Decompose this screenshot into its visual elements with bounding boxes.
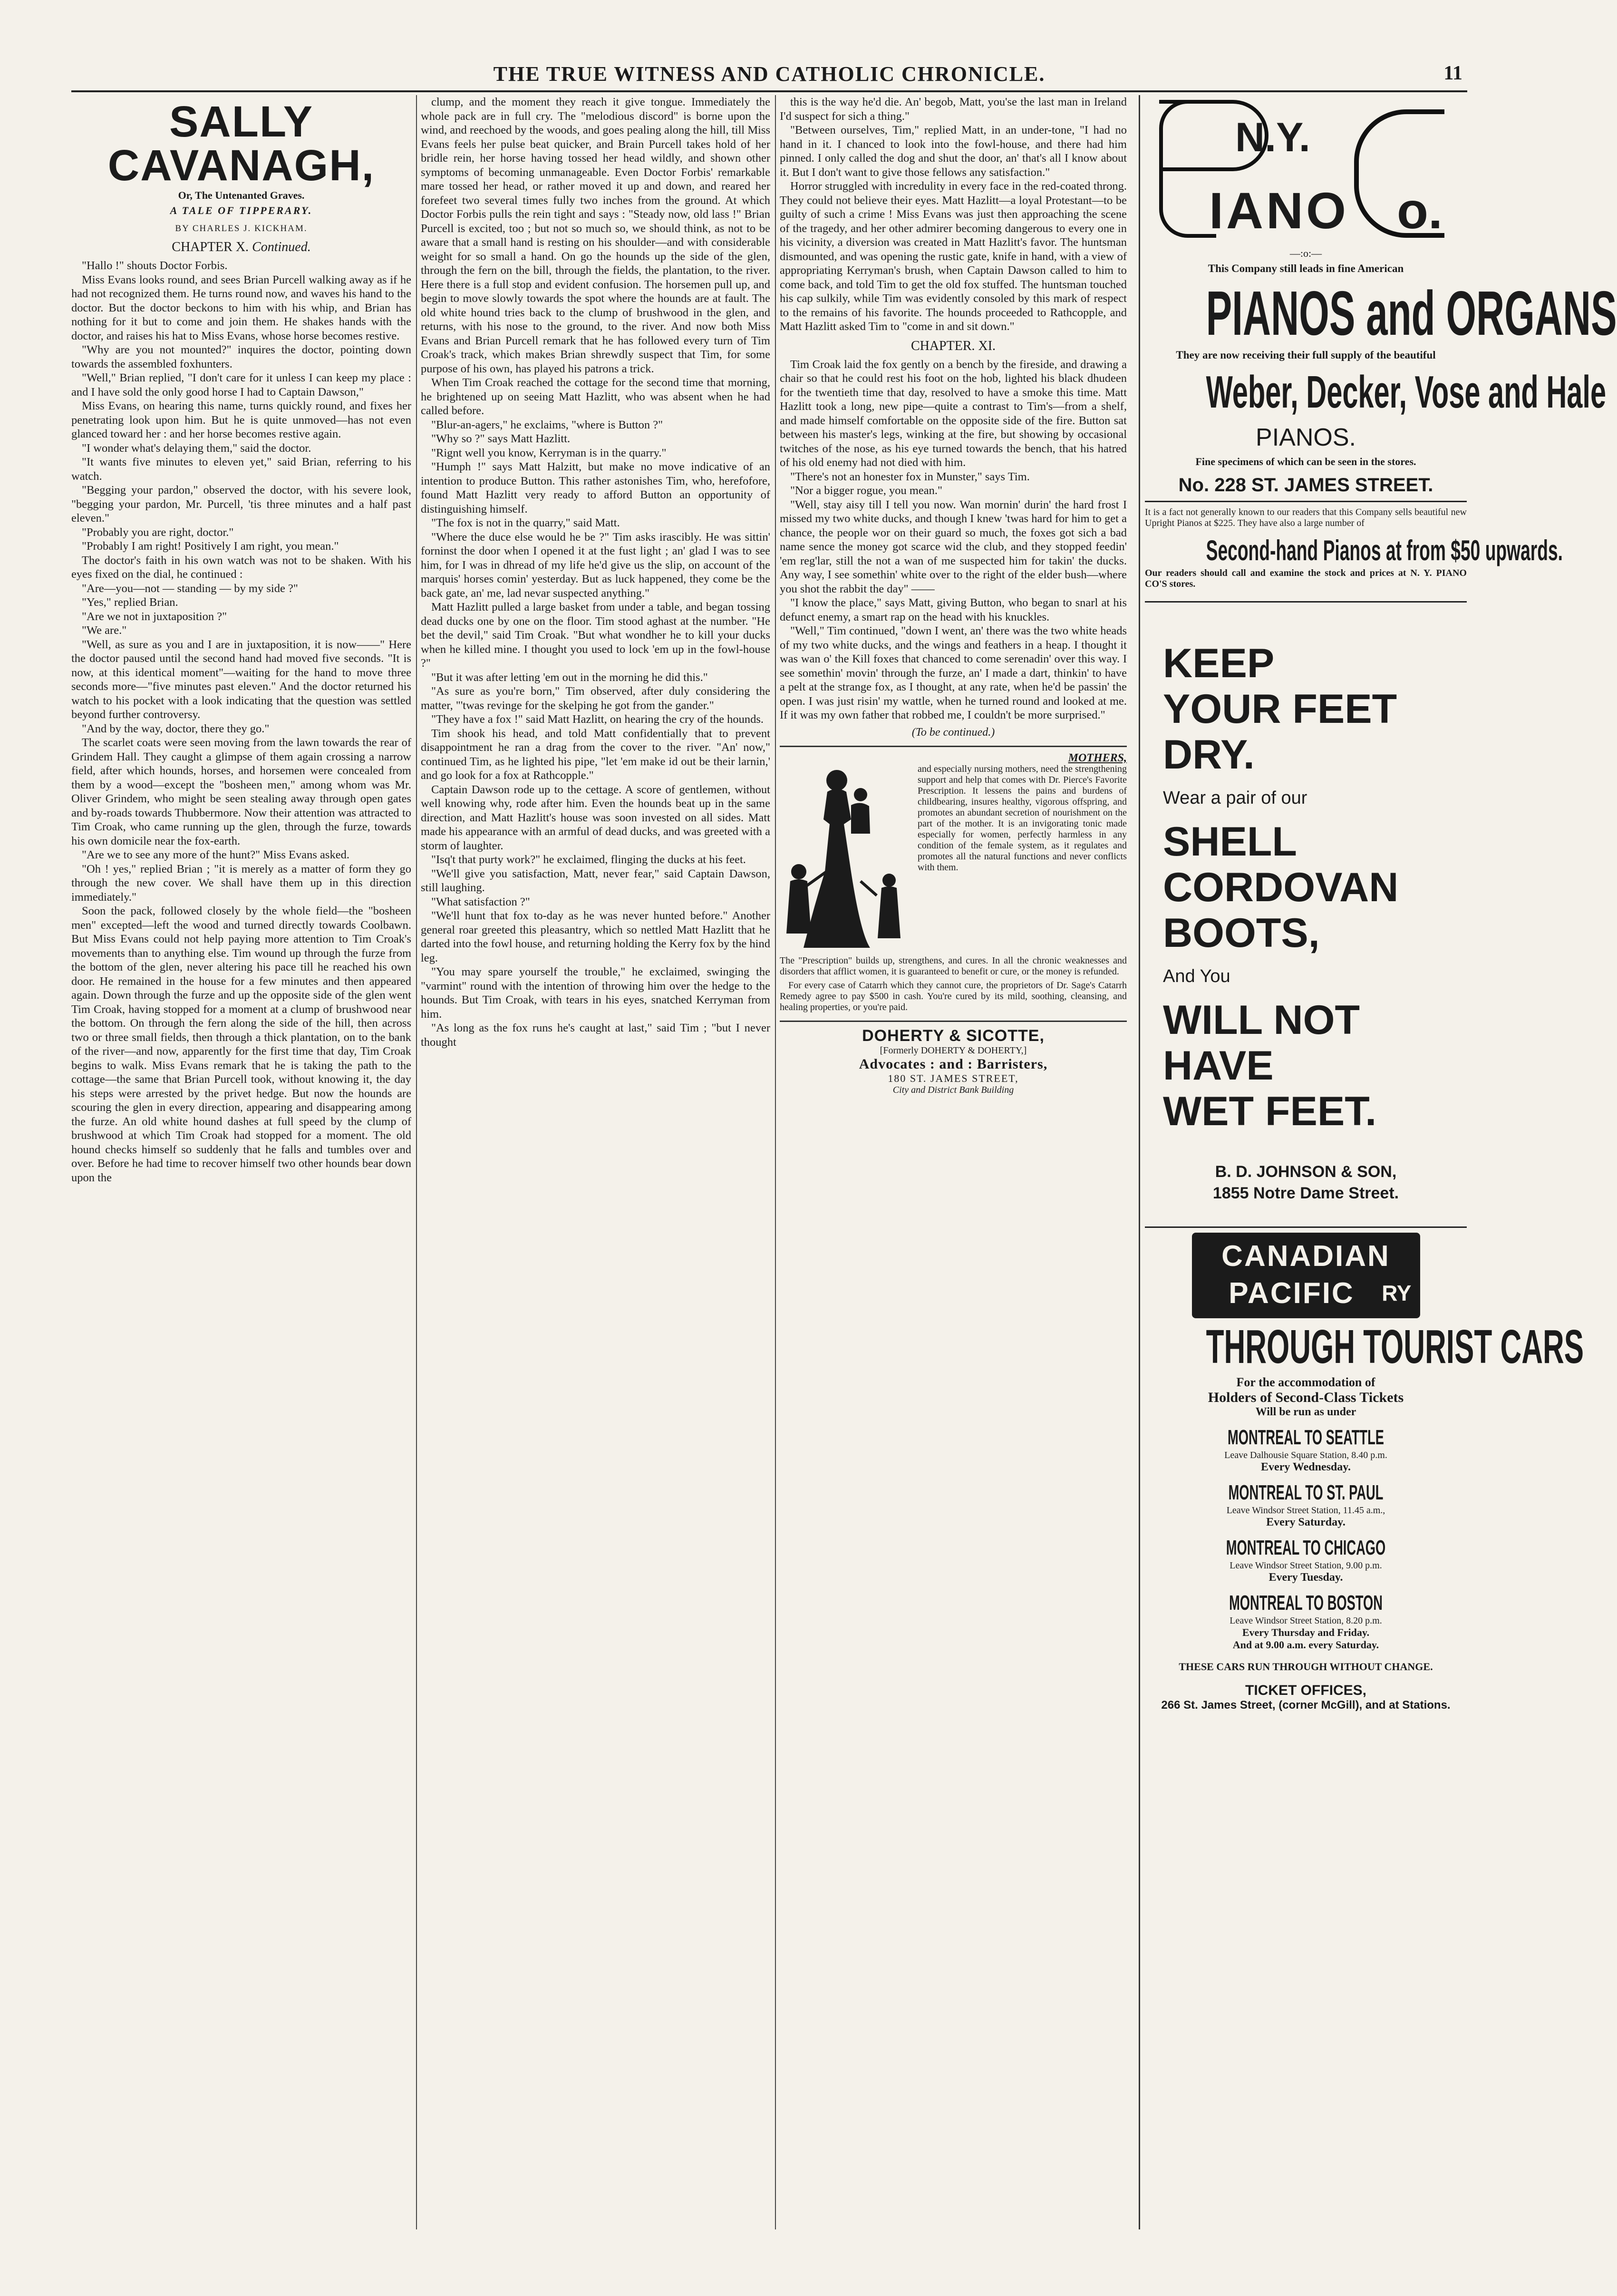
story-paragraph: "Blur-an-agers," he exclaims, "where is Button ?" [431,418,663,431]
canadian-pacific-ad [1145,1233,1584,1712]
route-days: Every Saturday. [1266,1516,1346,1528]
story-paragraph: "But it was after letting 'em out in the morning he did this." [431,671,708,684]
canadian-pacific-logo [1192,1233,1420,1318]
boots-and-you: And You [1163,966,1230,986]
boots-line-8: HAVE [1163,1043,1274,1089]
story-title: SALLY CAVANAGH, [107,97,375,190]
story-paragraph: The scarlet coats were seen moving from the lawn towards the rear of Grindem Hall. They caught a glimpse of them again crossing a narrow field, after which hounds, horses, and horsemen were concealed from them by a wood—except the "bosheen men," among whom was Mr. Oliver Grindem, who might be seen stealing away through open gates and by-roads towards Thubbermore. Now their attention was attracted to Tim Croak, who came running up the glen, through the furze, towards his own domicile near the fox-earth. [71,736,411,847]
story-paragraph: "Well," Brian replied, "I don't care for it unless I can keep my place : and I have sold the only good horse I had to Captain Dawson," [71,371,411,399]
story-paragraph: "Yes," replied Brian. [82,596,178,609]
to-be-continued: (To be continued.) [911,726,995,739]
firm-profession: Advocates : and : Barristers, [859,1056,1048,1072]
piano-brands: Weber, Decker, Vose and Hale [1206,367,1607,418]
mothers-intro: and especially nursing mothers, need the strengthening support and help that comes with Dr. Pierce's Favorite Prescription. It lessens the pains and burdens of childbearing, insures healthy, vigorous offspring, and promotes an abundant secretion of nourishment on the part of the mother. It is an invigorating tonic made especially for women, perfectly harmless in any condition of the female system, as it regulates and promotes all the natural functions and never conflicts with them. [918,763,1127,873]
story-paragraph: "Are we not in juxtaposition ?" [82,610,227,623]
story-subtitle: Or, The Untenanted Graves. [178,189,305,201]
route-days: Every Tuesday. [1268,1571,1343,1584]
firm-building: City and District Bank Building [892,1084,1014,1095]
doherty-sicotte-ad [780,1021,1127,1096]
piano-fact: It is a fact not generally known to our readers that this Company sells beautiful new Upright Pianos at $225. They have also a large number of [1145,507,1467,528]
story-paragraph: "Between ourselves, Tim," replied Matt, in an under-tone, "I had no hand in it. I chanced to look into the fowl-house, and there had him pinned. I only called the dog and shut the door, an' that's all I know about it. But I don't want to give those fellows any satisfaction." [780,124,1127,179]
page-number: 11 [1443,62,1462,84]
story-paragraph: Captain Dawson rode up to the cettage. A score of gentlemen, without well knowing why, rode after him. Even the hounds beat up in the same direction, and Matt Hazlitt's house was soon invested on all sides. Matt made his appearance with an armful of dead ducks, and was greeted with a storm of laughter. [421,783,770,852]
boots-ad [1145,607,1467,1203]
story-paragraph: "You may spare yourself the trouble," he exclaimed, swinging the "varmint" round with the intention of throwing him over the hedge to the hounds. But Tim Croak, with tears in his eyes, snatched Kerryman from him. [421,965,770,1021]
ticket-offices-title: TICKET OFFICES, [1245,1683,1366,1698]
story-paragraphs [780,95,1127,334]
tourist-cars-headline: THROUGH TOURIST CARS [1206,1320,1584,1373]
logo-co: o. [1397,182,1443,239]
story-column-3 [780,95,1127,2229]
mothers-ad [780,746,1127,953]
boots-line-3: DRY. [1163,732,1255,778]
story-paragraph: "Are—you—not — standing — by my side ?" [82,582,298,595]
logo-piano: IANO [1209,182,1349,239]
piano-readers: Our readers should call and examine the stock and prices at N. Y. PIANO CO'S stores. [1145,568,1467,589]
divider [1145,1226,1467,1228]
logo-canadian: CANADIAN [1221,1240,1390,1273]
story-paragraph: "Hallo !" shouts Doctor Forbis. [82,259,228,272]
ny-piano-logo [1145,95,1467,247]
story-paragraph: "Well, stay aisy till I tell you now. Wan mornin' durin' the hard frost I missed my two white ducks, and though I knew 'twas hard for him to get a chance, the people wor on their guard so much, the foxes got sich a bad name sence the money got scarce wid the club, and they stopped feedin' 'em reg'lar, still the not a wan of me suspected him for takin' the ducks. Any way, I see somethin' white over to the right of the elder bush—where you shot the rabbit the day" —— [780,498,1127,595]
story-paragraph: clump, and the moment they reach it give tongue. Immediately the whole pack are in full cry. The "melodious discord" is borne upon the wind, and reechoed by the woods, and goes pealing along the hill, till Miss Evans feels her pulse beat quicker, and Brain Purcell takes hold of her bridle rein, her horse having tossed her head wildly, and shown other symptoms of becoming unmanageable. Even Doctor Forbis' remarkable mare tossed her head, or rather moved it up and down, and reared her forefeet two several times fully two inches from the ground. At which Doctor Forbis pulls the rein tight and says : "Steady now, old lass !" Brian Purcell is excited, too ; but not so much so, we should think, as not to be aware that a small hand is resting on his shoulder—and with considerable weight for so small a hand. On go the hounds up the side of the glen, through the fern on the bill, through the fields, the plantation, to the river. Here there is a full stop and evident confusion. The horsemen pull up, and begin to move slowly towards the spot where the hounds are at fault. The old white hound tries back to the clump of brushwood in the glen, and returns, with his nose to the ground, to the river. And now both Miss Evans and Brian Purcell remark that he has followed every turn of Tim Croak's track, which makes Brian shrewdly suspect that Tim, for some purpose of his own, has played his patrons a trick. [421,96,770,375]
cpr-will-be-run: Will be run as under [1255,1406,1356,1418]
story-paragraph: "And by the way, doctor, there they go." [82,722,270,735]
story-paragraph: "Where the duce else would he be ?" Tim asks irascibly. He was sittin' forninst the door when I opened it at the fust light ; an' glad I was to see him, for I was in dhread of my life he'd give us the slip, on account of the marquis' horses comin' yesterday. But as luck happened, they come be the back gate, an' me, lad nevar suspected anything." [421,530,770,600]
boots-line-1: KEEP [1163,641,1275,686]
story-paragraph: Soon the pack, followed closely by the whole field—the "bosheen men" excepted—left the wood and turned directly towards Coolbawn. But Miss Evans could not help paying more attention to Tim Croak's movements than to anything else. Tim wound up through the furze from the bottom of the glen, never altering his pace till he reached his own door. He remained in the house for a few minutes and then appeared again. Down through the furze and up the opposite side of the glen went Tim Croak, having stopped for a moment at a clump of brushwood near the bottom. On through the fern along the side of the hill, then across two or three small fields, then through a thick plantation, on to the bank of the river—and now, apparently for the first time that day, Tim Croak begins to walk. Miss Evans remark that he is taking the path to the cottage—the same that Brian Purcell took, without knowing it, the day his steps were arrested by the privet hedge. But now the hounds are scouring the glen in every direction, appearing and disappearing among the furze. An old white hound dashes at full speed by the clump of brushwood at which Tim Croak had stopped for a moment. The old hound checks himself so suddenly that he falls and tumbles over and over. Before he had time to recover himself two other hounds bear down upon the [71,905,411,1184]
story-paragraph: "We'll give you satisfaction, Matt, never fear," said Captain Dawson, still laughing. [421,867,770,894]
route-days: Every Wednesday. [1261,1461,1351,1473]
story-paragraph: "Rignt well you know, Kerryman is in the quarry." [431,446,667,459]
cpr-route-2 [1145,1480,1467,1529]
piano-receiving: They are now receiving their full supply of the beautiful [1176,349,1436,361]
newspaper-title: THE TRUE WITNESS AND CATHOLIC CHRONICLE. [493,62,1046,86]
firm-formerly: [Formerly DOHERTY & DOHERTY,] [880,1045,1027,1056]
story-paragraph: Miss Evans, on hearing this name, turns quickly round, and fixes her penetrating look upon him. But he is quite unmoved—has not even glanced toward her : and her horse becomes restive again. [71,399,411,440]
cpr-route-3 [1145,1536,1467,1584]
story-paragraph: "We'll hunt that fox to-day as he was never hunted before." Another general roar greeted this pleasantry, which so nettled Matt Hazlitt that he darted into the fowl house, and returning holding the Kerry fox by the hind leg. [421,909,770,964]
divider [1145,501,1467,502]
boots-line-4: SHELL [1163,819,1297,865]
chapter-heading-xi: CHAPTER. XI. [910,338,996,353]
story-paragraph: "Well," Tim continued, "down I went, an' there was the two white heads of my two white ducks, and the wings and feathers in a heap. I thought it was wan o' the Kill foxes that chanced to come serenadin' over this way. I see somethin' movin' through the furze, an' I made a dart, thinkin' to have a pelt at the strange fox, as I thought, at any rate, when he'd be passin' the open. I was just risin' my wattle, when he turned round and looked at me. If it was my own father that robbed me, I couldn't be more surprised." [780,624,1127,721]
story-paragraph: "As sure as you're born," Tim observed, after duly considering the matter, "'twas revinge for the skelping he got from the gander." [421,685,770,712]
secondhand-pianos: Second-hand Pianos at from $50 upwards. [1206,535,1563,566]
story-paragraph: "I know the place," says Matt, giving Button, who began to snarl at his defunct enemy, a smart rap on the head with his knuckles. [780,596,1127,623]
story-paragraph: "Why so ?" says Matt Hazlitt. [431,432,571,445]
column-rule [416,95,417,2229]
story-paragraph: "We are." [82,624,127,637]
story-paragraph: "Well, as sure as you and I are in juxtaposition, it is now——" Here the doctor paused until the second hand had moved five seconds. "It is now, at this identical moment"—waiting for the hand to move three seconds more—"five minutes past eleven." And the doctor returned his watch to his pocket with a look indicating that the question was settled beyond further controversy. [71,638,411,721]
story-paragraph: "Oh ! yes," replied Brian ; "it is merely as a matter of form they go through the new cover. We shall have them up in this direction immediately." [71,862,411,904]
route-leave: Leave Windsor Street Station, 8.20 p.m. [1230,1615,1382,1626]
story-paragraph: "They have a fox !" said Matt Hazlitt, on hearing the cry of the hounds. [431,713,764,726]
story-paragraph: "Why are you not mounted?" inquires the doctor, pointing down towards the assembled foxhunters. [71,343,411,370]
cpr-note: THESE CARS RUN THROUGH WITHOUT CHANGE. [1179,1661,1433,1673]
route-leave: Leave Dalhousie Square Station, 8.40 p.m. [1224,1450,1387,1460]
route-title: MONTREAL TO ST. PAUL [1228,1481,1384,1504]
story-paragraph: Miss Evans looks round, and sees Brian Purcell walking away as if he had not recognized them. He turns round now, and waves his hand to the doctor. But the doctor beckons to him with his whip, and Brian has nothing for it but to come and join them. He shakes hands with the doctor, and raises his hat to Miss Evans, whose horse becomes restive. [71,273,411,342]
boots-line-5: CORDOVAN [1163,865,1399,910]
boots-line-2: YOUR FEET [1163,686,1397,732]
story-paragraphs [421,95,770,1049]
mothers-ad-text [918,753,1127,953]
firm-name: DOHERTY & SICOTTE, [862,1026,1045,1045]
pianos-label: PIANOS. [1256,424,1356,451]
piano-address: No. 228 ST. JAMES STREET. [1178,475,1433,496]
mothers-para-2: The "Prescription" builds up, strengthens, and cures. In all the chronic weaknesses and disorders that afflict women, it is guaranteed to benefit or cure, or the money is refunded. [780,955,1127,977]
mothers-heading: MOTHERS, [1068,751,1127,764]
route-leave: Leave Windsor Street Station, 11.45 a.m., [1226,1505,1385,1516]
story-tagline: A TALE OF TIPPERARY. [170,204,313,216]
story-paragraph: "Probably I am right! Positively I am right, you mean." [82,540,339,553]
separator: —:o:— [1289,247,1322,259]
story-paragraph: "As long as the fox runs he's caught at last," said Tim ; "but I never thought [421,1022,770,1049]
masthead [71,57,1467,92]
logo-pacific: PACIFIC [1229,1277,1355,1310]
chapter-number: CHAPTER X. [172,240,249,254]
boots-line-9: WET FEET. [1163,1089,1377,1134]
mothers-para-3: For every case of Catarrh which they cannot cure, the proprietors of Dr. Sage's Catarrh Remedy agree to pay $500 in cash. You're cured by its mild, soothing, cleansing, and healing properties, or you're paid. [780,980,1127,1012]
story-paragraph: Tim shook his head, and told Matt confidentially that to prevent disappointment he ran a drag from the cover to the river. "An' now," continued Tim, as he lighted his pipe, "let 'em make id out be their larnin,' and go look for a fox at Rathcopple." [421,727,770,782]
route-days: Every Thursday and Friday. And at 9.00 a.m. every Saturday. [1232,1626,1379,1651]
chapter-heading [71,240,411,255]
piano-tagline: This Company still leads in fine American [1208,263,1404,274]
boots-wear: Wear a pair of our [1163,788,1307,808]
boots-seller: B. D. JOHNSON & SON, [1215,1163,1397,1181]
column-rule [775,95,776,2229]
route-title: MONTREAL TO BOSTON [1229,1591,1383,1615]
story-paragraph: "Begging your pardon," observed the doctor, with his severe look, "begging your pardon, Mr. Purcell, 'tis three minutes and a half past eleven." [71,484,411,525]
ticket-offices-address: 266 St. James Street, (corner McGill), and at Stations. [1161,1699,1451,1712]
story-paragraph: "Isq't that purty work?" he exclaimed, flinging the ducks at his feet. [431,853,746,866]
story-paragraph: "Are we to see any more of the hunt?" Miss Evans asked. [82,848,349,861]
story-paragraph: "Probably you are right, doctor." [82,525,234,539]
firm-address: 180 ST. JAMES STREET, [888,1072,1019,1084]
logo-railway: RY [1382,1281,1412,1305]
story-paragraph: Horror struggled with incredulity in every face in the red-coated throng. They could not believe their eyes. Matt Hazlitt—a loyal Protestant—to be guilty of such a crime ! Miss Evans was just then approaching the scene of the tragedy, and her other admirer becoming dangerous to every one in his vicinity, a diversion was created in Matt Hazlitt's favor. The huntsman dismounted, and was opening the rustic gate, knife in hand, with a view of appropriating Kerryman's brush, when Captain Dawson called to him to come back, and told Tim to get the old fox stuffed. The huntsman touched his cap sulkily, while Tim was evidently consoled by this mark of respect to the remains of his favorite. The hounds proceeded to Rathcopple, and Matt Hazlitt asked Tim to "come in and sit down." [780,180,1127,333]
story-paragraphs [71,259,411,1185]
route-leave: Leave Windsor Street Station, 9.00 p.m. [1230,1560,1382,1571]
cpr-route-4 [1145,1591,1467,1651]
story-paragraph: "There's not an honester fox in Munster," says Tim. [790,470,1030,483]
story-author: BY CHARLES J. KICKHAM. [175,224,308,233]
cpr-accommodation: For the accommodation of [1236,1375,1375,1389]
story-paragraph: this is the way he'd die. An' begob, Matt, you'se the last man in Ireland I'd suspect for sich a thing." [780,96,1127,123]
story-paragraph: The doctor's faith in his own watch was not to be shaken. With his eyes fixed on the dial, he continued : [71,554,411,581]
story-paragraph: Matt Hazlitt pulled a large basket from under a table, and began tossing dead ducks one by one on the floor. Tim stood aghast at the number. "He bet the devil," said Tim Croak. "But what wondher he to kill your ducks when he killed mine. I thought you used to lock 'em up in the fowl-house ?" [421,601,770,670]
story-paragraph: "What satisfaction ?" [431,895,530,908]
story-column-2 [421,95,770,2229]
story-paragraph: "The fox is not in the quarry," said Matt. [431,516,620,529]
cpr-holders: Holders of Second-Class Tickets [1208,1390,1404,1405]
story-paragraph: When Tim Croak reached the cottage for the second time that morning, he brightened up on seeing Matt Hazlitt, who was absent when he had called before. [421,376,770,417]
story-paragraph: "I wonder what's delaying them," said the doctor. [82,441,311,455]
ads-column [1139,95,1617,2229]
story-paragraph: Tim Croak laid the fox gently on a bench by the fireside, and drawing a chair so that he could rest his foot on the hob, lighted his black dhudeen for the twentieth time that day, resolved to have a smoke this time. Matt Hazlitt took a long, new pipe—quite a contrast to Tim's—from a shelf, and made himself comfortable on the opposite side of the fire. Button sat between his master's legs, winking at the fire, but showing by occasional twitches of the nose, as his eye turned towards the bench, that his hatred of his old enemy had not died with him. [780,358,1127,469]
story-paragraph: "Humph !" says Matt Halzitt, but make no move indicative of an intention to produce Button. This rather astonishes Tim, who, herefofore, found Matt Hazlitt very ready to afford Button an opportunity of distinguishing himself. [421,460,770,516]
boots-line-7: WILL NOT [1163,997,1360,1043]
boots-line-6: BOOTS, [1163,910,1320,956]
route-title: MONTREAL TO SEATTLE [1228,1426,1384,1449]
story-paragraph: "It wants five minutes to eleven yet," said Brian, referring to his watch. [71,456,411,483]
story-column-1 [71,95,411,2229]
chapter-note: Continued. [252,240,311,254]
story-paragraph: "Nor a bigger rogue, you mean." [790,484,943,497]
mother-children-illustration [780,753,913,953]
piano-specimens: Fine specimens of which can be seen in the stores. [1195,456,1416,467]
logo-ny: N.Y. [1235,115,1310,160]
story-paragraphs [780,358,1127,722]
divider [1145,601,1467,603]
boots-seller-address: 1855 Notre Dame Street. [1212,1184,1399,1202]
route-title: MONTREAL TO CHICAGO [1226,1536,1386,1559]
pianos-organs-headline: PIANOS and ORGANS [1206,278,1617,348]
cpr-route-1 [1145,1425,1467,1474]
